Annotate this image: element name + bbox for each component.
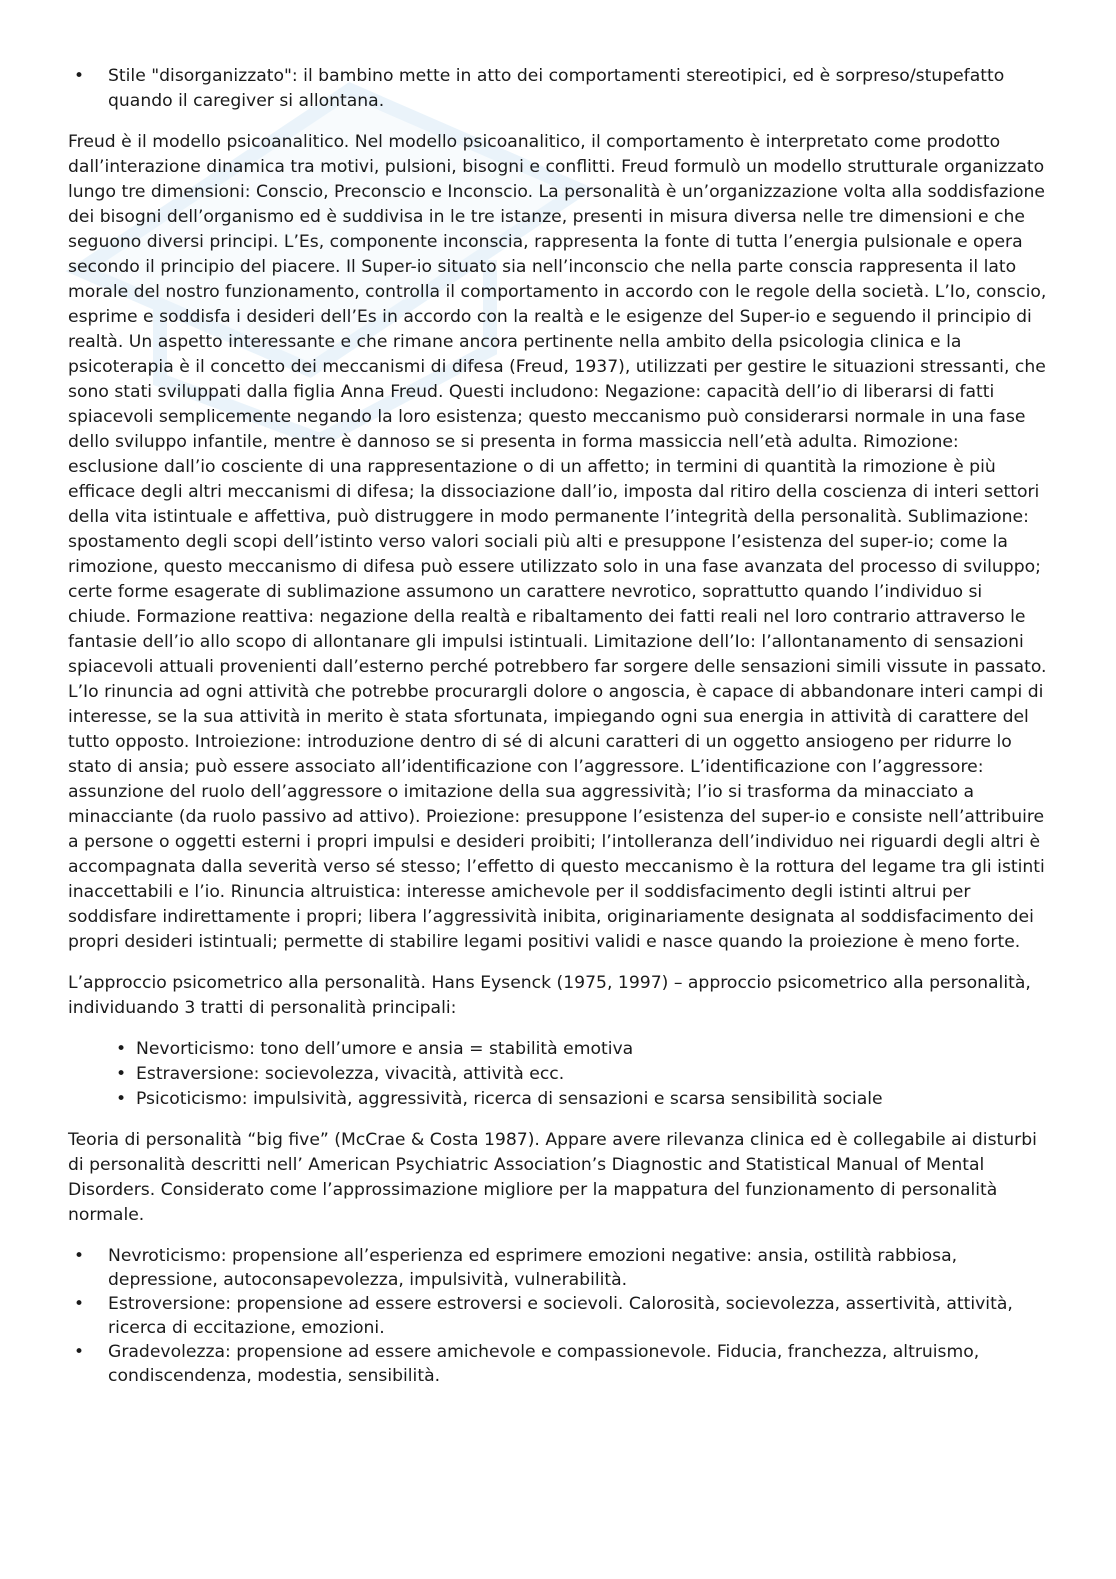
list-item: • Nevroticismo: propensione all’esperienza ed esprimere emozioni negative: ansia, ostilità rabbiosa, depressione, autoconsapevolezza, impulsività, vulnerabilità. xyxy=(68,1244,1050,1292)
eysenck-paragraph: L’approccio psicometrico alla personalità. Hans Eysenck (1975, 1997) – approccio psicometrico alla personalità, individuando 3 tratti di personalità principali: xyxy=(68,973,1031,1018)
list-item: • Estroversione: propensione ad essere estroversi e socievoli. Calorosità, socievolezza, assertività, attività, ricerca di eccitazione, emozioni. xyxy=(68,1292,1050,1340)
list-item: • Gradevolezza: propensione ad essere amichevole e compassionevole. Fiducia, franchezza, altruismo, condiscendenza, modestia, sensibilità. xyxy=(68,1340,1050,1388)
attachment-style-list xyxy=(68,64,1050,114)
freud-paragraph: Freud è il modello psicoanalitico. Nel modello psicoanalitico, il comportamento è interpretato come prodotto dall’interazione dinamica tra motivi, pulsioni, bisogni e conflitti. Freud formulò un modello strutturale organizzato lungo tre dimensioni: Conscio, Preconscio e Inconscio. La personalità è un’organizzazione volta alla soddisfazione dei bisogni dell’organismo ed è suddivisa in le tre istanze, presenti in misura diversa nelle tre dimensioni e che seguono diversi principi. L’Es, componente inconscia, rappresenta la fonte di tutta l’energia pulsionale e opera secondo il principio del piacere. Il Super-io situato sia nell’inconscio che nella parte conscia rappresenta il lato morale del nostro funzionamento, controlla il comportamento in accordo con le regole della società. L’Io, conscio, esprime e soddisfa i desideri dell’Es in accordo con la realtà e le esigenze del Super-io e seguendo il principio di realtà. Un aspetto interessante e che rimane ancora pertinente nella ambito della psicologia clinica e la psicoterapia è il concetto dei meccanismi di difesa (Freud, 1937), utilizzati per gestire le situazioni stressanti, che sono stati sviluppati dalla figlia Anna Freud. Questi includono: Negazione: capacità dell’io di liberarsi di fatti spiacevoli semplicemente negando la loro esistenza; questo meccanismo può considerarsi normale in una fase dello sviluppo infantile, mentre è dannoso se si presenta in forma massiccia nell’età adulta. Rimozione: esclusione dall’io cosciente di una rappresentazione o di un affetto; in termini di quantità la rimozione è più efficace degli altri meccanismi di difesa; la dissociazione dall’io, imposta dal ritiro della coscienza di interi settori della vita istintuale e affettiva, può distruggere in modo permanente l’integrità della personalità. Sublimazione: spostamento degli scopi dell’istinto verso valori sociali più alti e presuppone l’esistenza del super-io; come la rimozione, questo meccanismo di difesa può essere utilizzato solo in una fase avanzata del processo di sviluppo; certe forme esagerate di sublimazione assumono un carattere nevrotico, soprattutto quando l’individuo si chiude. Formazione reattiva: negazione della realtà e ribaltamento dei fatti reali nel loro contrario attraverso le fantasie dell’io allo scopo di allontanare gli impulsi istintuali. Limitazione dell’Io: l’allontanamento di sensazioni spiacevoli attuali provenienti dall’esterno perché potrebbero far sorgere delle sensazioni simili vissute in passato. L’Io rinuncia ad ogni attività che potrebbe procurargli dolore o angoscia, è capace di abbandonare interi campi di interesse, se la sua attività in merito è stata sfortunata, impiegando ogni sua energia in attività di carattere del tutto opposto. Introiezione: introduzione dentro di sé di alcuni caratteri di un oggetto ansiogeno per ridurre lo stato di ansia; può essere associato all’identificazione con l’aggressore. L’identificazione con l’aggressore: assunzione del ruolo dell’aggressore o imitazione della sua aggressività; l’io si trasforma da minacciato a minacciante (da ruolo passivo ad attivo). Proiezione: presuppone l’esistenza del super-io e consiste nell’attribuire a persone o oggetti esterni i propri impulsi e desideri proibiti; l’intolleranza dell’individuo nei riguardi degli altri è accompagnata dalla severità verso sé stesso; l’effetto di questo meccanismo è la rottura del legame tra gli istinti inaccettabili e l’io. Rinuncia altruistica: interesse amichevole per il soddisfacimento degli istinti altrui per soddisfare indirettamente i propri; libera l’aggressività inibita, originariamente designata al soddisfacimento dei propri desideri istintuali; permette di stabilire legami positivi validi e nasce quando la proiezione è meno forte. xyxy=(68,132,1047,952)
bigfive-paragraph: Teoria di personalità “big five” (McCrae & Costa 1987). Appare avere rilevanza clinica ed è collegabile ai disturbi di personalità descritti nell’ American Psychiatric Association’s Diagnostic and Statistical Manual of Mental Disorders. Considerato come l’approssimazione migliore per la mappatura del funzionamento di personalità normale. xyxy=(68,1130,1037,1225)
eysenck-traits-list xyxy=(96,1037,1050,1112)
list-item: • Estraversione: socievolezza, vivacità, attività ecc. xyxy=(96,1062,1050,1087)
list-item: • Stile "disorganizzato": il bambino mette in atto dei comportamenti stereotipici, ed è sorpreso/stupefatto quando il caregiver si allontana. xyxy=(68,64,1050,114)
list-item: • Nevorticismo: tono dell’umore e ansia = stabilità emotiva xyxy=(96,1037,1050,1062)
document-content xyxy=(68,64,1050,1404)
bigfive-traits-list xyxy=(68,1244,1050,1388)
list-item: • Psicoticismo: impulsività, aggressività, ricerca di sensazioni e scarsa sensibilità sociale xyxy=(96,1087,1050,1112)
